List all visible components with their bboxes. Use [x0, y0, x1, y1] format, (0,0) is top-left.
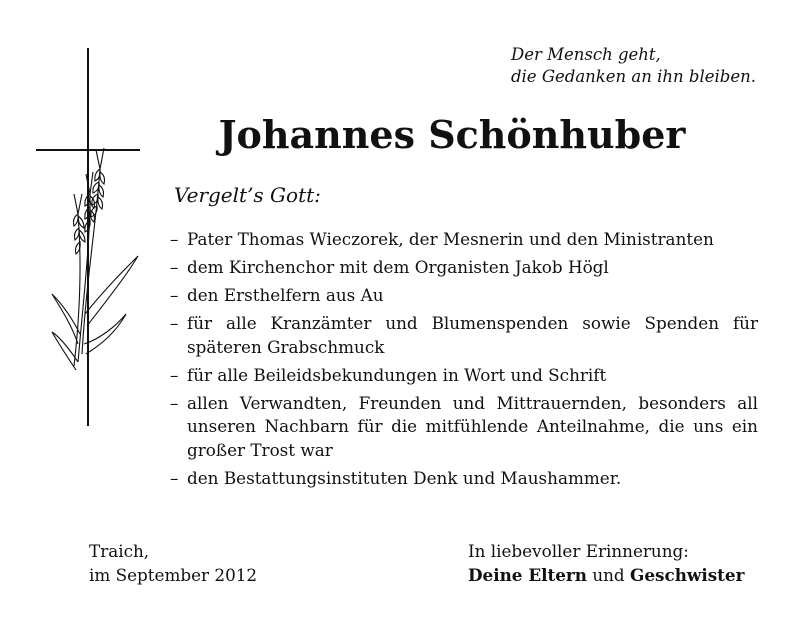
thanks-item-text: Pater Thomas Wieczorek, der Mesnerin und den Ministranten — [187, 229, 714, 249]
cross-icon — [30, 44, 160, 434]
signature-line — [468, 563, 744, 587]
thanks-item — [170, 364, 758, 388]
wheat-icon — [52, 148, 138, 370]
list-dash: – — [170, 285, 179, 305]
motto-line-1: Der Mensch geht, — [510, 45, 661, 64]
thanks-item — [170, 284, 758, 308]
place-and-date — [89, 539, 257, 587]
list-dash: – — [170, 257, 179, 277]
thanks-item-text: den Bestattungsinstituten Denk und Maushammer. — [187, 467, 622, 488]
thanks-list — [170, 228, 758, 495]
thanks-item — [170, 467, 758, 491]
date: im September 2012 — [89, 565, 258, 585]
thanks-item — [170, 392, 758, 463]
thanks-item-text: dem Kirchenchor mit dem Organisten Jakob Högl — [187, 257, 609, 277]
thanks-item — [170, 256, 758, 280]
thanks-item — [170, 312, 758, 359]
motto — [511, 44, 756, 88]
list-dash: – — [170, 229, 179, 249]
signature-parents: Deine Eltern — [468, 565, 587, 585]
thanks-item — [170, 228, 758, 252]
signature-block — [468, 539, 744, 587]
remembrance-line: In liebevoller Erinnerung: — [468, 541, 689, 561]
thanks-item-text: den Ersthelfern aus Au — [187, 285, 384, 305]
thanks-item-text: für alle Kranzämter und Blumenspenden sowie Spenden für späteren Grabschmuck — [187, 313, 758, 357]
signature-and: und — [592, 565, 625, 585]
thanks-item-text: für alle Beileidsbekundungen in Wort und Schrift — [187, 364, 607, 385]
list-dash: – — [170, 467, 179, 488]
signature-siblings: Geschwister — [630, 565, 745, 585]
deceased-name: Johannes Schönhuber — [218, 112, 686, 157]
thanks-heading: Vergelt’s Gott: — [174, 183, 321, 207]
motto-line-2: die Gedanken an ihn bleiben. — [510, 67, 756, 86]
place: Traich, — [89, 541, 150, 561]
thanks-item-text: allen Verwandten, Freunden und Mittrauernden, besonders all unseren Nachbarn für die mitfühlende Anteilnahme, die uns ein großer Trost war — [187, 392, 758, 460]
list-dash: – — [170, 313, 179, 333]
cross-with-wheat-icon — [30, 44, 160, 438]
list-dash: – — [170, 364, 179, 385]
list-dash: – — [170, 392, 179, 413]
